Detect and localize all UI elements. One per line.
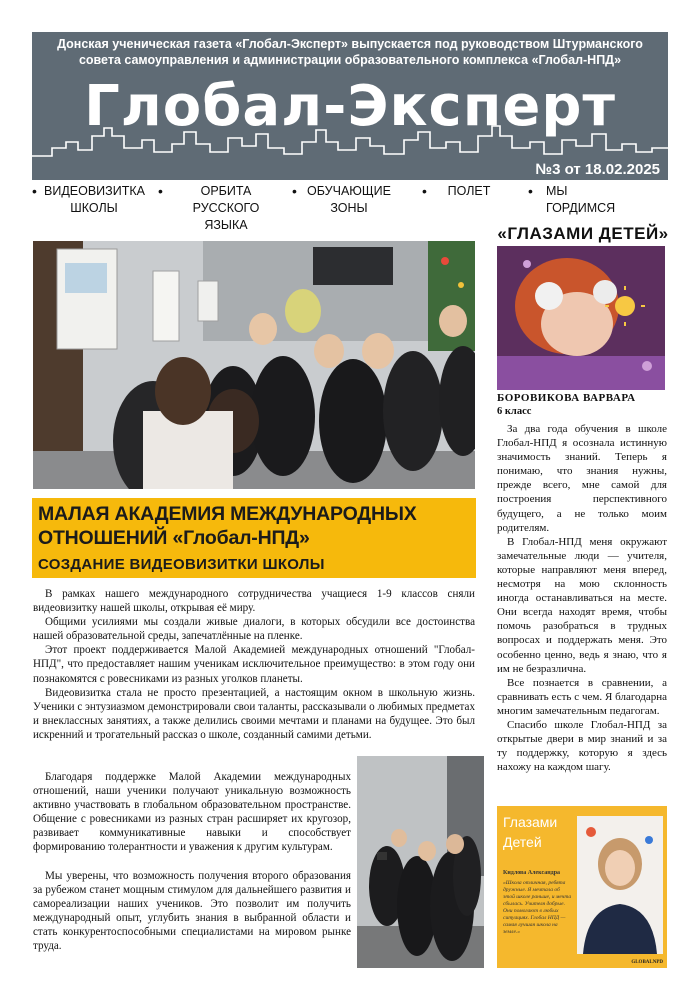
glazami-detei-card <box>497 806 667 968</box>
article-headline-box <box>32 498 476 578</box>
article-paragraph: Общими усилиями мы создали живые диалоги, в которых обсудили все достоинства нашей образовательной среды, запечатлённые на пленке. <box>33 616 475 643</box>
article-body-bottom <box>33 770 351 953</box>
nav-item-polet[interactable]: • ПОЛЕТ <box>434 183 504 200</box>
section-nav <box>32 183 668 232</box>
article-body-top <box>33 587 475 742</box>
masthead <box>32 32 668 180</box>
author-photo <box>497 246 665 390</box>
main-photo <box>33 241 475 489</box>
sidebar-paragraph: За два года обучения в школе Глобал-НПД я осознала истинную значимость знаний. Теперь я понимаю, что знания нужны, прежде всего, мне самой для построения перспективного будущего, а не только моим родителям. <box>497 423 667 534</box>
card-title-line2: Детей <box>503 834 542 850</box>
card-quote: «Школа отличная, ребята дружные. Я мечтала об этой школе раньше, и мечта сбылась. Учителя добрые. Они помогают в любых ситуациях. Глобал НПД — самая лучшая школа на земле.» <box>503 880 572 935</box>
masthead-subtitle: Донская ученическая газета «Глобал-Эксперт» выпускается под руководством Штурманского совета самоуправления и администрации образовательного комплекса «Глобал-НПД» <box>57 37 643 67</box>
nav-item-obuchayushchie-zony[interactable]: • ОБУЧАЮЩИЕ ЗОНЫ <box>304 183 394 217</box>
article-paragraph: Благодаря поддержке Малой Академии международных отношений, наши ученики получают уникальную возможность активно участвовать в глобальном образовательном пространстве. Общение с ровесниками из разных стран расширяет их кругозор, развивает коммуникативные навыки и способствует формированию толерантности и уважения к другим культурам. <box>33 771 351 854</box>
girl-with-headphones-image <box>497 246 665 390</box>
nav-item-videovizitka[interactable]: • ВИДЕОВИЗИТКА ШКОЛЫ <box>44 183 144 217</box>
students-group-photo <box>357 756 484 968</box>
sidebar-paragraph: Спасибо школе Глобал-НПД за открытые двери в мир знаний и за ту поддержку, которую я здесь нахожу на каждом шагу. <box>497 718 667 774</box>
card-title <box>503 812 557 852</box>
issue-number: №3 от 18.02.2025 <box>535 161 660 178</box>
article-headline-line2: ОТНОШЕНИЙ «Глобал-НПД» <box>38 527 310 549</box>
card-girl-image <box>577 816 663 954</box>
nav-item-orbita[interactable]: • ОРБИТА РУССКОГО ЯЗЫКА <box>170 183 282 234</box>
nav-item-my-gordimsya[interactable]: • МЫ ГОРДИМСЯ <box>540 183 630 217</box>
sidebar-paragraph: В Глобал-НПД меня окружают замечательные люди — учителя, которые направляют меня вперед, несмотря на мою склонность иногда останавливаться на месте. Они всегда находят время, чтобы помочь разобраться в трудных вопросах и поддержать меня. Это особенно ценно, ведь я знаю, что я им не безразлична. <box>497 535 667 675</box>
sidebar-text <box>497 422 667 774</box>
article-paragraph: Видеовизитка стала не просто презентацией, а настоящим окном в школьную жизнь. Ученики с энтузиазмом демонстрировали свои таланты, рассказывали о любимых предметах и внеклассных занятиях, а также делились своими мечтами и планами на будущее. Это был искренний и трогательный рассказ о школе, созданный самими детьми. <box>33 686 475 741</box>
article-paragraph: Этот проект поддерживается Малой Академией международных отношений "Глобал-НПД", что предоставляет нашим ученикам исключительное преимущество: в этом году они познакомятся с ровесниками из разных уголков планеты. <box>33 644 475 685</box>
card-logo: GLOBALNPD <box>631 960 663 965</box>
students-filming-image <box>357 756 484 968</box>
author-name: БОРОВИКОВА ВАРВАРА <box>497 392 636 404</box>
city-skyline-icon <box>32 118 668 158</box>
newspaper-title: Глобал-Эксперт <box>84 74 616 139</box>
article-headline-line1: МАЛАЯ АКАДЕМИЯ МЕЖДУНАРОДНЫХ <box>38 503 417 525</box>
article-paragraph: В рамках нашего международного сотрудничества учащиеся 1-9 классов сняли видеовизитку нашей школы, открывая её миру. <box>33 588 475 615</box>
article-subheadline: СОЗДАНИЕ ВИДЕОВИЗИТКИ ШКОЛЫ <box>38 556 325 573</box>
card-name: Кидлова Александра <box>503 870 561 876</box>
author-grade: 6 класс <box>497 406 532 417</box>
card-title-line1: Глазами <box>503 814 558 830</box>
sidebar-title: «ГЛАЗАМИ ДЕТЕЙ» <box>497 224 669 243</box>
sidebar-paragraph: Все познается в сравнении, а сравнивать есть с чем. Я благодарна многим замечательным педагогам. <box>497 676 667 717</box>
article-paragraph: Мы уверены, что возможность получения второго образования за рубежом станет мощным стимулом для дальнейшего развития и самореализации наших учеников. Это позволит им получить международный опыт, углубить знания в выбранной области и стать конкурентоспособными специалистами на мировом рынке труда. <box>33 869 351 953</box>
students-at-board-image <box>33 241 475 489</box>
